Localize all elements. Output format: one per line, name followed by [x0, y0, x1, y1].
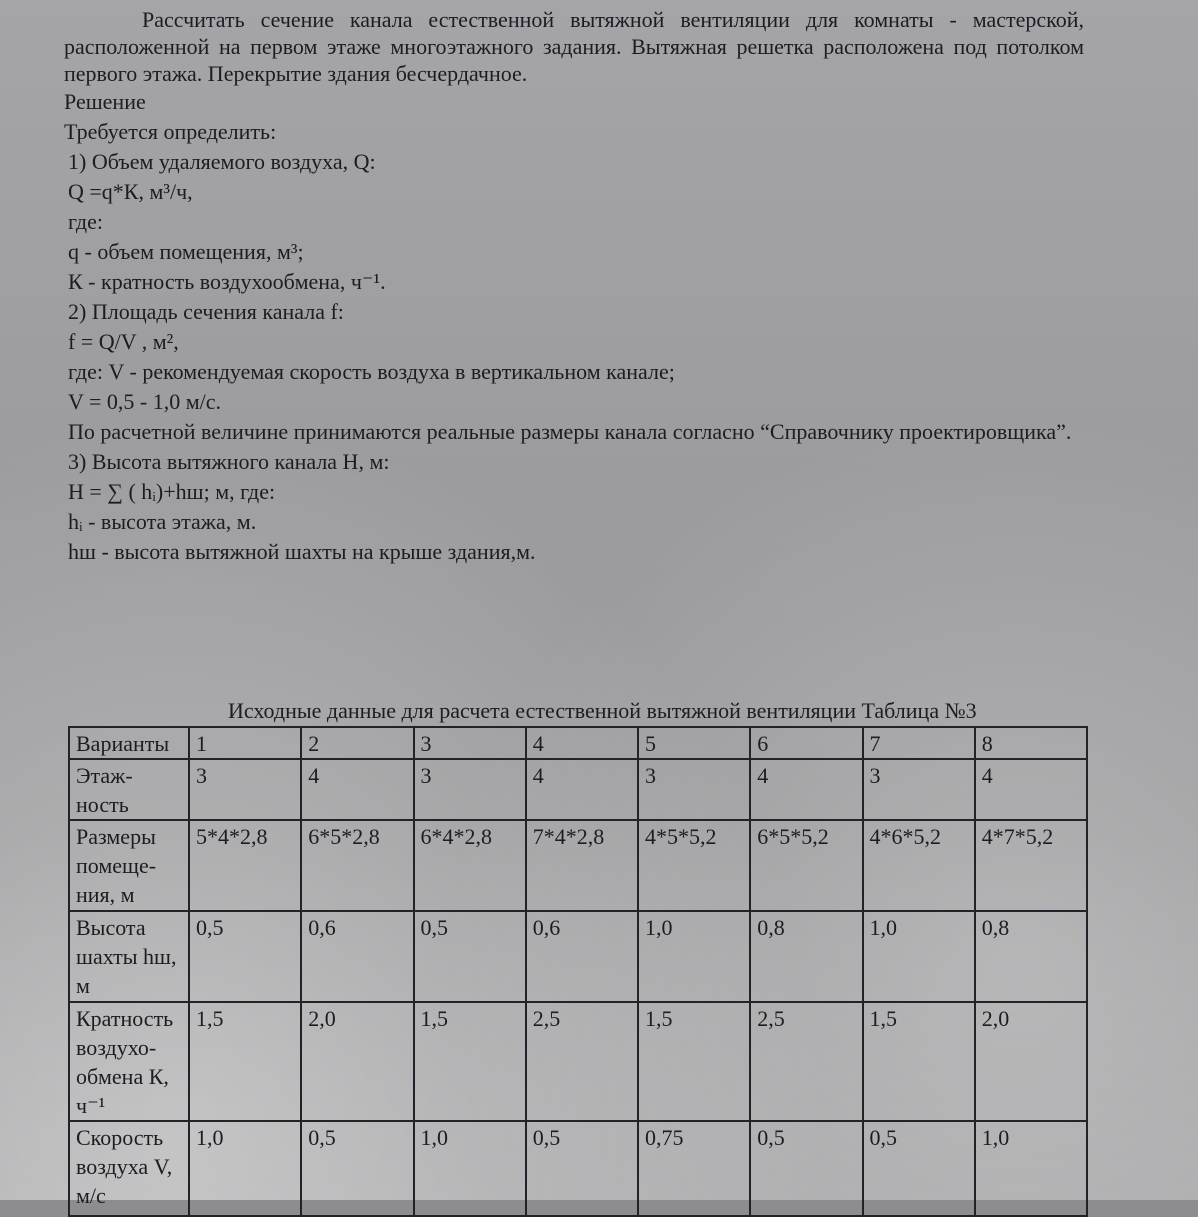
- table-cell: 8: [975, 727, 1087, 759]
- table-cell: 1,5: [189, 1002, 301, 1121]
- table-cell: 6*5*5,2: [750, 820, 862, 911]
- table-cell: 4: [750, 759, 862, 820]
- step2-title: 2) Площадь сечения канала f:: [68, 299, 344, 324]
- table-cell: 3: [414, 727, 526, 759]
- table-cell: 4: [975, 759, 1087, 820]
- table-cell: 1,0: [638, 911, 750, 1002]
- table-cell: 7: [863, 727, 975, 759]
- v-definition: где: V - рекомендуемая скорость воздуха в вертикальном канале;: [68, 359, 675, 384]
- task-text: [64, 6, 1084, 567]
- reference-note: По расчетной величине принимаются реальные размеры канала согласно “Справочнику проектировщика”.: [68, 419, 1072, 444]
- table-cell: 6*5*2,8: [301, 820, 413, 911]
- row-label: Варианты: [69, 727, 189, 759]
- table-cell: 1,0: [975, 1121, 1087, 1216]
- table-cell: 2,5: [750, 1002, 862, 1121]
- row-label: Скорость воздуха V, м/с: [69, 1121, 189, 1216]
- table-cell: 0,5: [414, 911, 526, 1002]
- table-cell: 1,5: [863, 1002, 975, 1121]
- table-cell: 6*4*2,8: [414, 820, 526, 911]
- table-cell: 0,75: [638, 1121, 750, 1216]
- row-label: Размеры помеще-ния, м: [69, 820, 189, 911]
- q-definition: q - объем помещения, м³;: [68, 239, 304, 264]
- table-cell: 4: [526, 727, 638, 759]
- task-intro: Рассчитать сечение канала естественной вытяжной вентиляции для комнаты - мастерской, расположенной на первом этаже многоэтажного задания. Вытяжная решетка расположена под потолком первого этажа. Перекрытие здания бесчердачное.: [64, 7, 1084, 86]
- where-label: где:: [68, 209, 103, 234]
- row-label: Высота шахты hш, м: [69, 911, 189, 1002]
- table-cell: 5*4*2,8: [189, 820, 301, 911]
- v-range: V = 0,5 - 1,0 м/с.: [68, 389, 222, 414]
- table-row: [69, 820, 1087, 911]
- hi-definition: hᵢ - высота этажа, м.: [68, 509, 257, 534]
- table-row: [69, 911, 1087, 1002]
- table-cell: 0,5: [301, 1121, 413, 1216]
- table-cell: 4*6*5,2: [863, 820, 975, 911]
- table-cell: 1,5: [414, 1002, 526, 1121]
- table-cell: 4*7*5,2: [975, 820, 1087, 911]
- input-data-table: [68, 726, 1088, 1217]
- table-cell: 5: [638, 727, 750, 759]
- row-label: Этаж-ность: [69, 759, 189, 820]
- solution-heading: Решение: [64, 89, 146, 114]
- table-cell: 0,8: [975, 911, 1087, 1002]
- table-row: [69, 759, 1087, 820]
- table-cell: 2,5: [526, 1002, 638, 1121]
- table-cell: 1,5: [638, 1002, 750, 1121]
- table-cell: 1,0: [189, 1121, 301, 1216]
- required-heading: Требуется определить:: [64, 119, 277, 144]
- table-cell: 4*5*5,2: [638, 820, 750, 911]
- table-cell: 0,5: [526, 1121, 638, 1216]
- table-row: [69, 1002, 1087, 1121]
- table-cell: 0,5: [189, 911, 301, 1002]
- table-cell: 4: [301, 759, 413, 820]
- table-cell: 2,0: [301, 1002, 413, 1121]
- step3-formula: H = ∑ ( hᵢ)+hш; м, где:: [68, 479, 276, 504]
- table-cell: 4: [526, 759, 638, 820]
- table-cell: 0,5: [863, 1121, 975, 1216]
- table-cell: 3: [638, 759, 750, 820]
- step2-formula: f = Q/V , м²,: [68, 329, 179, 354]
- table-row: [69, 1121, 1087, 1216]
- table-cell: 0,8: [750, 911, 862, 1002]
- table-cell: 1,0: [414, 1121, 526, 1216]
- hsh-definition: hш - высота вытяжной шахты на крыше здания,м.: [68, 539, 536, 564]
- row-label: Кратность воздухо-обмена К, ч⁻¹: [69, 1002, 189, 1121]
- table-cell: 7*4*2,8: [526, 820, 638, 911]
- table-caption: Исходные данные для расчета естественной вытяжной вентиляции Таблица №3: [228, 698, 977, 723]
- table-cell: 3: [189, 759, 301, 820]
- step3-title: 3) Высота вытяжного канала H, м:: [68, 449, 390, 474]
- table-cell: 1: [189, 727, 301, 759]
- step1-formula: Q =q*К, м³/ч,: [68, 179, 193, 204]
- table-cell: 3: [863, 759, 975, 820]
- k-definition: К - кратность воздухообмена, ч⁻¹.: [68, 269, 386, 294]
- table-cell: 2,0: [975, 1002, 1087, 1121]
- table-cell: 2: [301, 727, 413, 759]
- table-cell: 6: [750, 727, 862, 759]
- table-cell: 0,5: [750, 1121, 862, 1216]
- table-cell: 0,6: [526, 911, 638, 1002]
- table-cell: 1,0: [863, 911, 975, 1002]
- step1-title: 1) Объем удаляемого воздуха, Q:: [68, 149, 376, 174]
- table-row: [69, 727, 1087, 759]
- table-cell: 3: [414, 759, 526, 820]
- table-cell: 0,6: [301, 911, 413, 1002]
